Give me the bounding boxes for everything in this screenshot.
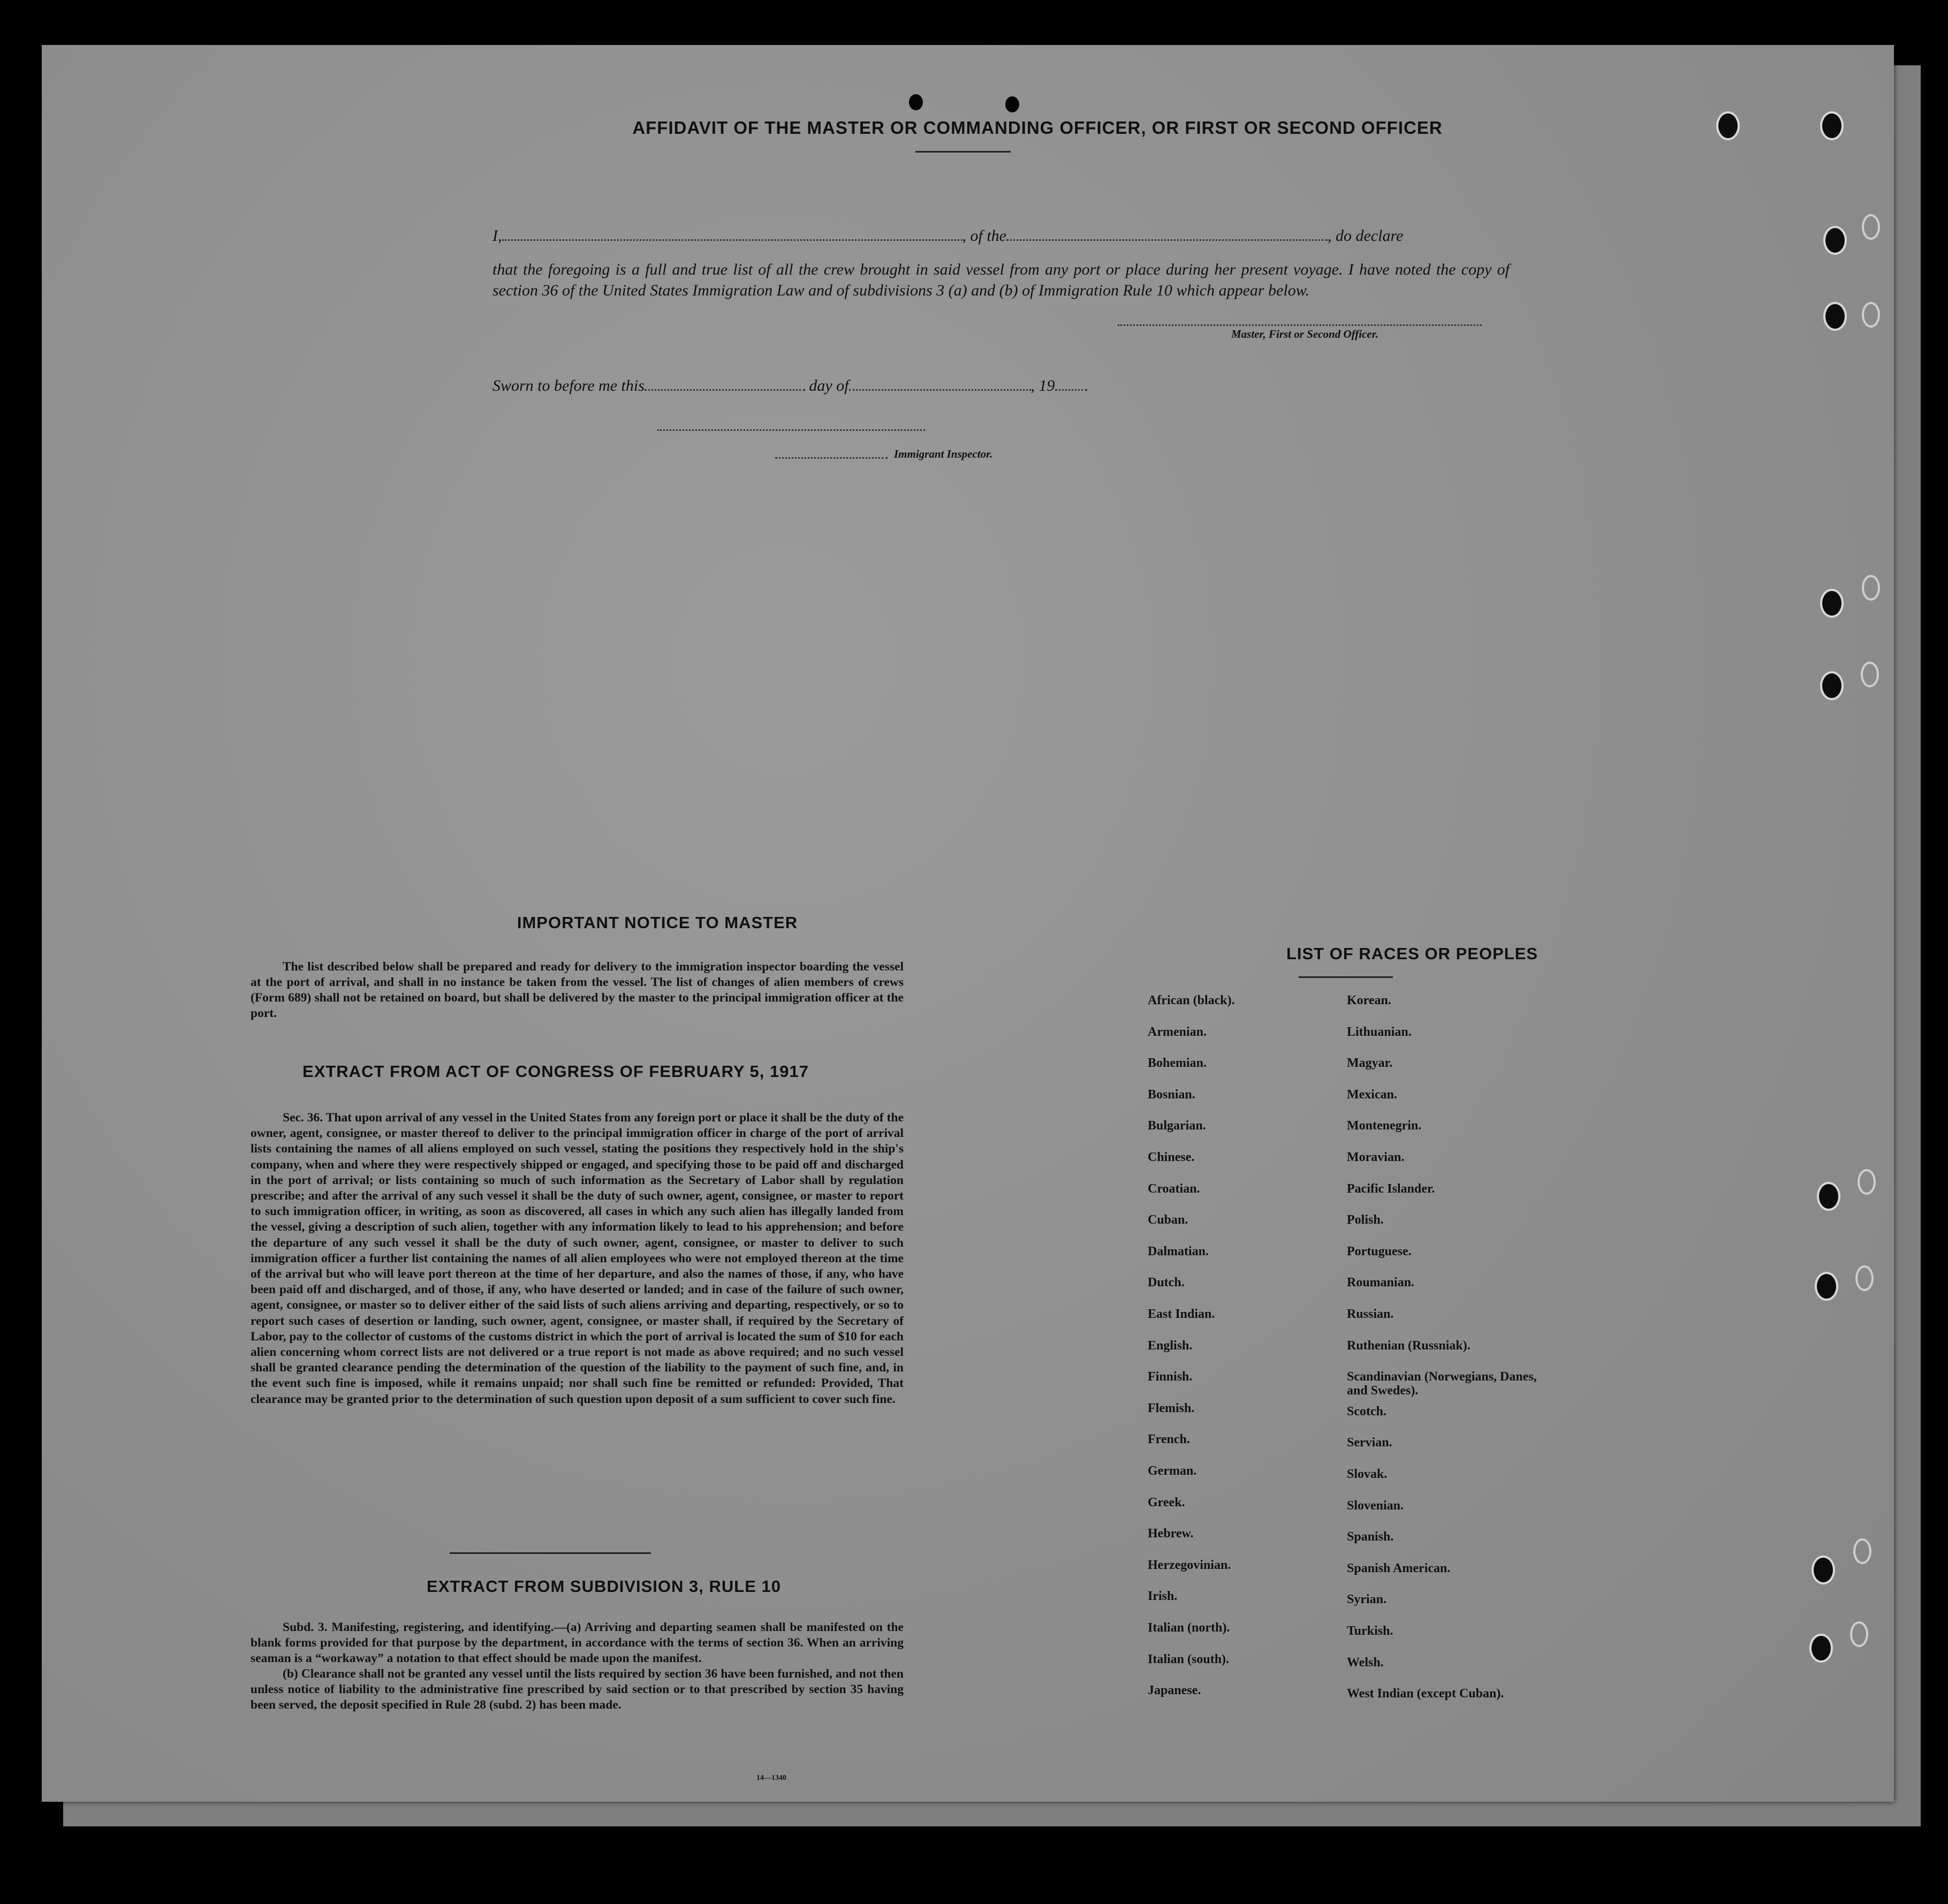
ring-hole-icon xyxy=(1850,1621,1868,1647)
master-signature-label: Master, First or Second Officer. xyxy=(1231,328,1378,340)
race-item: Scotch. xyxy=(1347,1404,1386,1418)
race-item: Polish. xyxy=(1347,1213,1384,1227)
race-item: Chinese. xyxy=(1148,1150,1195,1164)
race-item: Dalmatian. xyxy=(1148,1244,1209,1258)
race-item: Montenegrin. xyxy=(1347,1119,1422,1133)
race-item: Slovak. xyxy=(1347,1467,1388,1481)
act-extract-text xyxy=(251,1110,904,1407)
race-item: Armenian. xyxy=(1148,1025,1207,1039)
vessel-blank[interactable] xyxy=(1006,227,1328,241)
race-item: Dutch. xyxy=(1148,1276,1185,1290)
race-item: Turkish. xyxy=(1347,1624,1393,1638)
binding-hole-icon xyxy=(1815,1272,1838,1301)
ring-hole-icon xyxy=(1861,662,1879,687)
punch-mark-icon xyxy=(909,94,923,110)
rule-extract-heading: EXTRACT FROM SUBDIVISION 3, RULE 10 xyxy=(427,1577,781,1596)
sworn-year-blank[interactable] xyxy=(1055,377,1087,391)
race-item: Lithuanian. xyxy=(1347,1025,1412,1039)
races-divider xyxy=(1299,976,1393,978)
binding-hole-icon xyxy=(1820,589,1844,618)
race-item: French. xyxy=(1148,1432,1190,1447)
sworn-day-blank[interactable] xyxy=(645,377,805,391)
declaration-line xyxy=(492,227,1403,245)
ring-hole-icon xyxy=(1858,1169,1876,1195)
race-item: Ruthenian (Russniak). xyxy=(1347,1338,1471,1353)
ring-hole-icon xyxy=(1862,575,1880,601)
notice-heading: IMPORTANT NOTICE TO MASTER xyxy=(517,913,798,932)
ring-hole-icon xyxy=(1853,1538,1871,1564)
section-36-paragraph: Sec. 36. That upon arrival of any vessel in the United States from any foreign port or place it shall be the duty of the owner, agent, consignee, or master thereof to deliver to the principal immigration officer in charge of the port of arrival lists containing the names of all aliens employed on such vessel, stating the positions they respectively hold in the ship's company, when and where they were respectively shipped or engaged, and specifying those to be paid off and discharged in the port of arrival; or lists containing so much of such information as the Secretary of Labor shall by regulation prescribe; and after the arrival of any such vessel it shall be the duty of such owner, agent, consignee, or master to report to such immigration officer, in writing, as soon as discovered, all cases in which any such alien has illegally landed from the vessel, giving a description of such alien, together with any information likely to lead to his apprehension; and before the departure of any such vessel it shall be the duty of such owner, agent, consignee, or master to deliver to such immigration officer a further list containing the names of all alien employees who were not employed thereon at the time of the arrival but who will leave port thereon at the time of her departure, and also the names of those, if any, who have been paid off and discharged, and of those, if any, who have deserted or landed; and in case of the failure of such owner, agent, consignee, or master so to deliver either of the said lists of such aliens arriving and departing, respectively, or so to report such cases of desertion or landing, such owner, agent, consignee, or master shall, if required by the Secretary of Labor, pay to the collector of customs of the customs district in which the port of arrival is located the sum of $10 for each alien concerning whom correct lists are not delivered or a true report is not made as above required; and no such vessel shall be granted clearance pending the determination of the question of the liability to the payment of such fine, and, in the event such fine is imposed, while it remains unpaid; nor shall such fine be remitted or refunded: Provided, That clearance may be granted prior to the determination of such question upon deposit of a sum sufficient to cover such fine. xyxy=(251,1111,904,1406)
race-item: Hebrew. xyxy=(1148,1527,1194,1541)
sworn-line xyxy=(492,377,1087,395)
race-item: East Indian. xyxy=(1148,1307,1215,1321)
race-item: Korean. xyxy=(1347,993,1391,1007)
binding-hole-icon xyxy=(1716,111,1740,140)
race-item: Spanish. xyxy=(1347,1530,1394,1544)
race-item: Bohemian. xyxy=(1148,1056,1207,1071)
race-item: Flemish. xyxy=(1148,1401,1195,1415)
name-blank[interactable] xyxy=(502,227,962,241)
declaration-i: I, xyxy=(492,227,502,245)
race-item: Pacific Islander. xyxy=(1347,1181,1435,1196)
act-extract-heading: EXTRACT FROM ACT OF CONGRESS OF FEBRUARY 5, 1917 xyxy=(302,1062,809,1081)
document-sheet xyxy=(42,45,1894,1802)
inspector-lead-dots xyxy=(775,445,888,459)
binding-hole-icon xyxy=(1820,671,1844,700)
race-item: Moravian. xyxy=(1347,1150,1405,1164)
binding-hole-icon xyxy=(1811,1556,1835,1584)
race-item: Roumanian. xyxy=(1347,1276,1415,1290)
notice-text xyxy=(251,959,904,1021)
binding-hole-icon xyxy=(1820,111,1844,140)
race-item: Scandinavian (Norwegians, Danes, and Swedes). xyxy=(1347,1370,1537,1398)
binding-hole-icon xyxy=(1823,226,1847,255)
race-item: Italian (south). xyxy=(1148,1652,1230,1666)
subdivision-b-paragraph: (b) Clearance shall not be granted any vessel until the lists required by section 36 have been furnished, and not then unless notice of liability to the administrative fine prescribed by said section or to that prescribed by section 35 having been served, the deposit specified in Rule 28 (subd. 2) has been made. xyxy=(251,1667,904,1712)
race-item: Portuguese. xyxy=(1347,1244,1412,1258)
ring-hole-icon xyxy=(1862,302,1880,328)
inspector-label: Immigrant Inspector. xyxy=(894,447,993,460)
ring-hole-icon xyxy=(1862,214,1880,240)
sworn-prefix: Sworn to before me this xyxy=(492,377,645,395)
affidavit-title: AFFIDAVIT OF THE MASTER OR COMMANDING OFFICER, OR FIRST OR SECOND OFFICER xyxy=(632,118,1443,138)
notice-paragraph: The list described below shall be prepared and ready for delivery to the immigration inspector boarding the vessel at the port of arrival, and shall in no instance be taken from the vessel. The list of changes of alien members of crews (Form 689) shall not be retained on board, but shall be delivered by the master to the principal immigration officer at the port. xyxy=(251,960,904,1020)
races-heading: LIST OF RACES OR PEOPLES xyxy=(1286,944,1538,963)
race-item: Herzegovinian. xyxy=(1148,1558,1231,1572)
sworn-day-of: day of xyxy=(809,377,849,395)
race-item: West Indian (except Cuban). xyxy=(1347,1687,1504,1701)
subdivision-a-paragraph: Subd. 3. Manifesting, registering, and identifying.—(a) Arriving and departing seamen shall be manifested on the blank forms provided for that purpose by the department, in accordance with the terms of section 36. When an arriving seaman is a “workaway” a notation to that effect should be made upon the manifest. xyxy=(251,1620,904,1665)
rule-extract-text xyxy=(251,1620,904,1713)
race-item: Welsh. xyxy=(1347,1655,1384,1670)
race-item: Mexican. xyxy=(1347,1087,1397,1102)
races-right-column xyxy=(1347,993,1604,1754)
race-item: Syrian. xyxy=(1347,1592,1387,1607)
race-item: Japanese. xyxy=(1148,1683,1201,1698)
races-left-column xyxy=(1148,993,1362,1754)
binding-hole-icon xyxy=(1817,1182,1840,1211)
race-item: English. xyxy=(1148,1338,1193,1353)
section-divider xyxy=(450,1552,651,1554)
title-divider xyxy=(915,151,1011,153)
sworn-year: , 19 xyxy=(1030,377,1055,395)
affidavit-statement: that the foregoing is a full and true list of all the crew brought in said vessel from any port or place during her present voyage. I have noted the copy of section 36 of the United States Immigration Law and of subdivisions 3 (a) and (b) of Immigration Rule 10 which appear below. xyxy=(492,261,1510,299)
race-item: Slovenian. xyxy=(1347,1498,1404,1513)
race-item: Italian (north). xyxy=(1148,1621,1230,1635)
race-item: Finnish. xyxy=(1148,1370,1193,1384)
race-item: Servian. xyxy=(1347,1436,1392,1450)
race-item: Russian. xyxy=(1347,1307,1394,1321)
declaration-declare: , do declare xyxy=(1328,227,1404,245)
race-item: Croatian. xyxy=(1148,1181,1200,1196)
declaration-of: , of the xyxy=(962,227,1006,245)
form-number: 14—1340 xyxy=(756,1774,786,1782)
race-item: German. xyxy=(1148,1464,1197,1478)
race-item: Magyar. xyxy=(1347,1056,1393,1071)
race-item: Greek. xyxy=(1148,1495,1185,1509)
master-signature-line[interactable] xyxy=(1118,313,1482,326)
race-item: Bulgarian. xyxy=(1148,1119,1206,1133)
race-item: Bosnian. xyxy=(1148,1087,1195,1102)
inspector-signature-line[interactable] xyxy=(657,418,925,431)
sworn-month-blank[interactable] xyxy=(849,377,1031,391)
race-item: Spanish American. xyxy=(1347,1561,1451,1575)
race-item: African (black). xyxy=(1148,993,1235,1007)
ring-hole-icon xyxy=(1855,1265,1874,1291)
binding-hole-icon xyxy=(1823,302,1847,331)
binding-hole-icon xyxy=(1809,1634,1833,1663)
punch-mark-icon xyxy=(1005,96,1019,112)
race-item: Cuban. xyxy=(1148,1213,1188,1227)
race-item: Irish. xyxy=(1148,1589,1178,1604)
